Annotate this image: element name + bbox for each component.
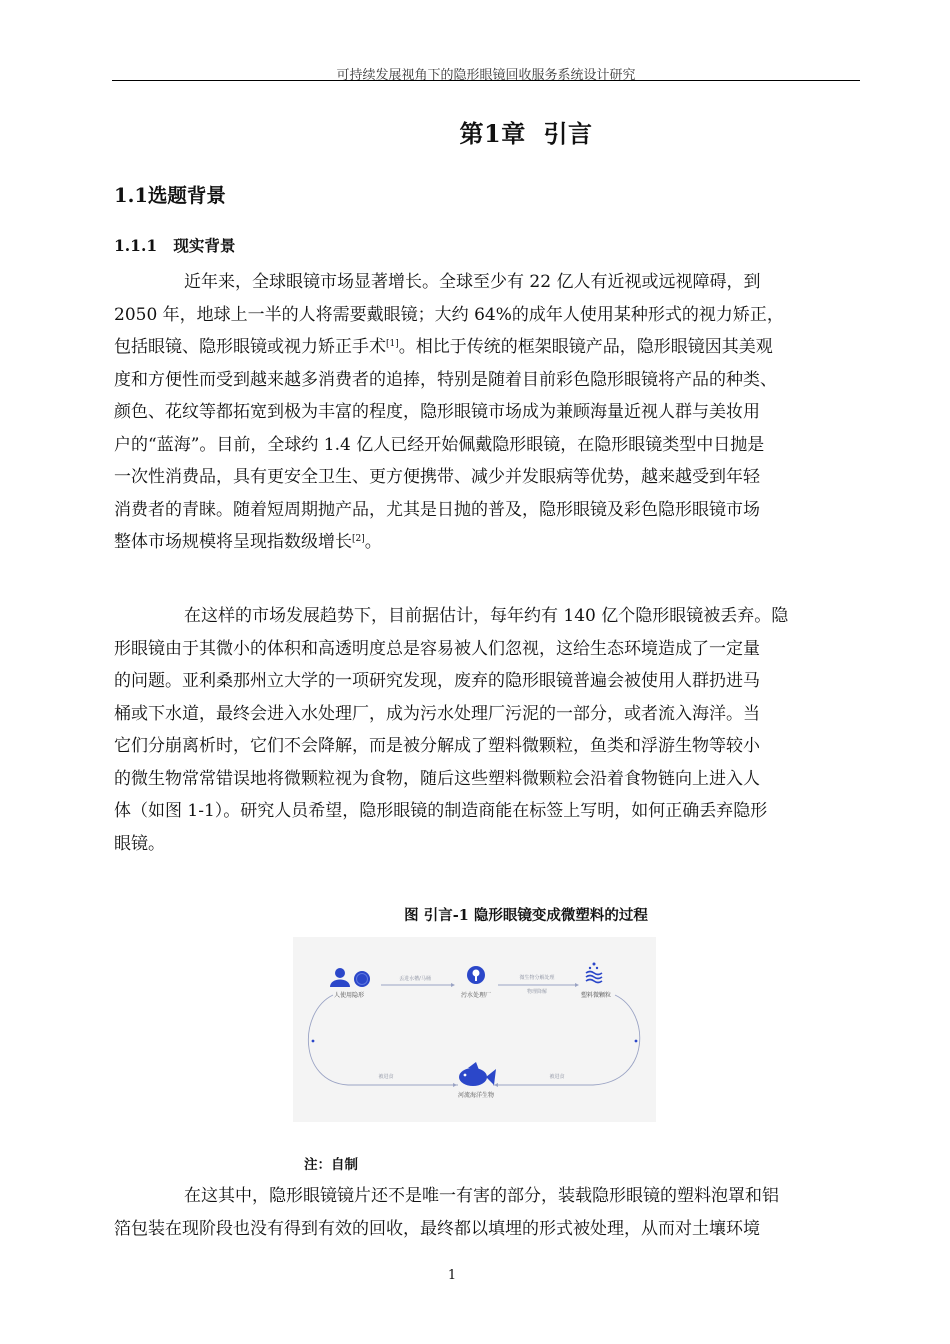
loop-dot-left <box>312 1040 315 1043</box>
paragraph-1-line: 户的“蓝海”。目前，全球约 1.4 亿人已经开始佩戴隐形眼镜，在隐形眼镜类型中日抛是 <box>114 434 765 455</box>
arrow-head-icon <box>451 983 455 987</box>
paragraph-1-line: 度和方便性而受到越来越多消费者的追捧，特别是随着目前彩色隐形眼镜将产品的种类、 <box>114 369 777 390</box>
cycle-loop-right <box>493 995 640 1085</box>
figure-note: 注：自制 <box>304 1157 358 1173</box>
paragraph-2-line: 眼镜。 <box>114 833 165 854</box>
user-icon <box>330 968 350 987</box>
paragraph-1-line: 消费者的青睐。随着短周期抛产品，尤其是日抛的普及，隐形眼镜及彩色隐形眼镜市场 <box>114 499 760 520</box>
node-label-plant: 污水处理厂 <box>460 992 492 999</box>
paragraph-2-line: 形眼镜由于其微小的体积和高透明度总是容易被人们忽视，这给生态环境造成了一定量 <box>114 638 760 659</box>
paragraph-1-line: 近年来，全球眼镜市场显著增长。全球至少有 22 亿人有近视或远视障碍，到 <box>184 272 761 292</box>
node-label-plastic: 塑料微颗粒 <box>580 992 612 999</box>
treatment-plant-icon <box>467 966 485 984</box>
paragraph-1-line <box>114 331 784 364</box>
fish-icon <box>459 1062 496 1086</box>
section-title: 1.1选题背景 <box>114 184 226 207</box>
citation-1[interactable]: [1] <box>386 339 399 349</box>
figure-caption: 图 引言-1 隐形眼镜变成微塑料的过程 <box>404 907 648 924</box>
paragraph-2-line: 的问题。亚利桑那州立大学的一项研究发现，废弃的隐形眼镜普遍会被使用人群扔进马 <box>114 671 760 691</box>
paragraph-1-line: 颜色、花纹等都拓宽到极为丰富的程度，隐形眼镜市场成为兼顾海量近视人群与美妆用 <box>114 402 760 422</box>
paragraph-3-line: 在这其中，隐形眼镜镜片还不是唯一有害的部分，装载隐形眼镜的塑料泡罩和铝 <box>184 1186 779 1206</box>
paragraph-1-text: 包括眼镜、隐形眼镜或视力矫正手术 <box>114 337 386 357</box>
paragraph-2-line: 它们分崩离析时，它们不会降解，而是被分解成了塑料微颗粒，鱼类和浮游生物等较小 <box>114 736 760 756</box>
paragraph-1-text: 。 <box>364 532 382 552</box>
paragraph-2-line: 在这样的市场发展趋势下，目前据估计，每年约有 140 亿个隐形眼镜被丢弃。隐 <box>184 606 789 626</box>
loop-dot-right <box>635 1040 638 1043</box>
paragraph-1-line: 2050 年，地球上一半的人将需要戴眼镜；大约 64%的成年人使用某种形式的视力矫正， <box>114 304 784 325</box>
arrow-head-icon <box>494 1083 498 1087</box>
paragraph-2-line: 桶或下水道，最终会进入水处理厂，成为污水处理厂污泥的一部分，或者流入海洋。当 <box>114 703 760 724</box>
edge-label-degrade: 物理降解 <box>526 989 548 995</box>
chapter-title: 第1章 引言 <box>459 119 593 148</box>
paragraph-3 <box>114 1180 779 1245</box>
citation-2[interactable]: [2] <box>352 534 365 544</box>
node-label-fish: 河流海洋生物 <box>457 1092 495 1099</box>
page-number: 1 <box>447 1268 457 1283</box>
paragraph-1-text: 。相比于传统的框架眼镜产品，隐形眼镜因其美观 <box>398 337 773 357</box>
paragraph-2 <box>114 600 788 860</box>
figure-microplastic-cycle <box>293 937 656 1122</box>
edge-label-dispose: 丢进水槽/马桶 <box>399 976 431 982</box>
arrow-head-icon <box>575 983 579 987</box>
paragraph-2-line: 体（如图 1-1）。研究人员希望，隐形眼镜的制造商能在标签上写明，如何正确丢弃隐形 <box>114 801 768 821</box>
contact-lens-icon <box>354 971 370 987</box>
arrow-head-icon <box>453 1083 457 1087</box>
paragraph-1 <box>114 266 784 559</box>
paragraph-1-line: 一次性消费品，具有更安全卫生、更方便携带、减少并发眼病等优势，越来越受到年轻 <box>114 467 760 487</box>
running-header: 可持续发展视角下的隐形眼镜回收服务系统设计研究 <box>336 68 636 83</box>
subsection-title: 1.1.1 现实背景 <box>114 236 236 255</box>
header-rule <box>112 80 860 81</box>
edge-label-eaten-right: 被进食 <box>549 1074 565 1080</box>
edge-label-eaten-left: 被进食 <box>378 1074 394 1080</box>
paragraph-2-line: 的微生物常常错误地将微颗粒视为食物，随后这些塑料微颗粒会沿着食物链向上进入人 <box>114 768 760 789</box>
paragraph-1-text: 整体市场规模将呈现指数级增长 <box>114 532 352 552</box>
cycle-loop-left <box>308 995 458 1085</box>
paragraph-3-line: 箔包装在现阶段也没有得到有效的回收，最终都以填埋的形式被处理，从而对土壤环境 <box>114 1218 760 1239</box>
cycle-diagram <box>293 937 656 1122</box>
microplastic-waves-icon <box>586 963 602 983</box>
edge-label-decompose: 微生物分解处理 <box>519 975 555 981</box>
paragraph-1-line <box>114 526 784 559</box>
node-label-user: 人使用隐形 <box>333 992 365 999</box>
